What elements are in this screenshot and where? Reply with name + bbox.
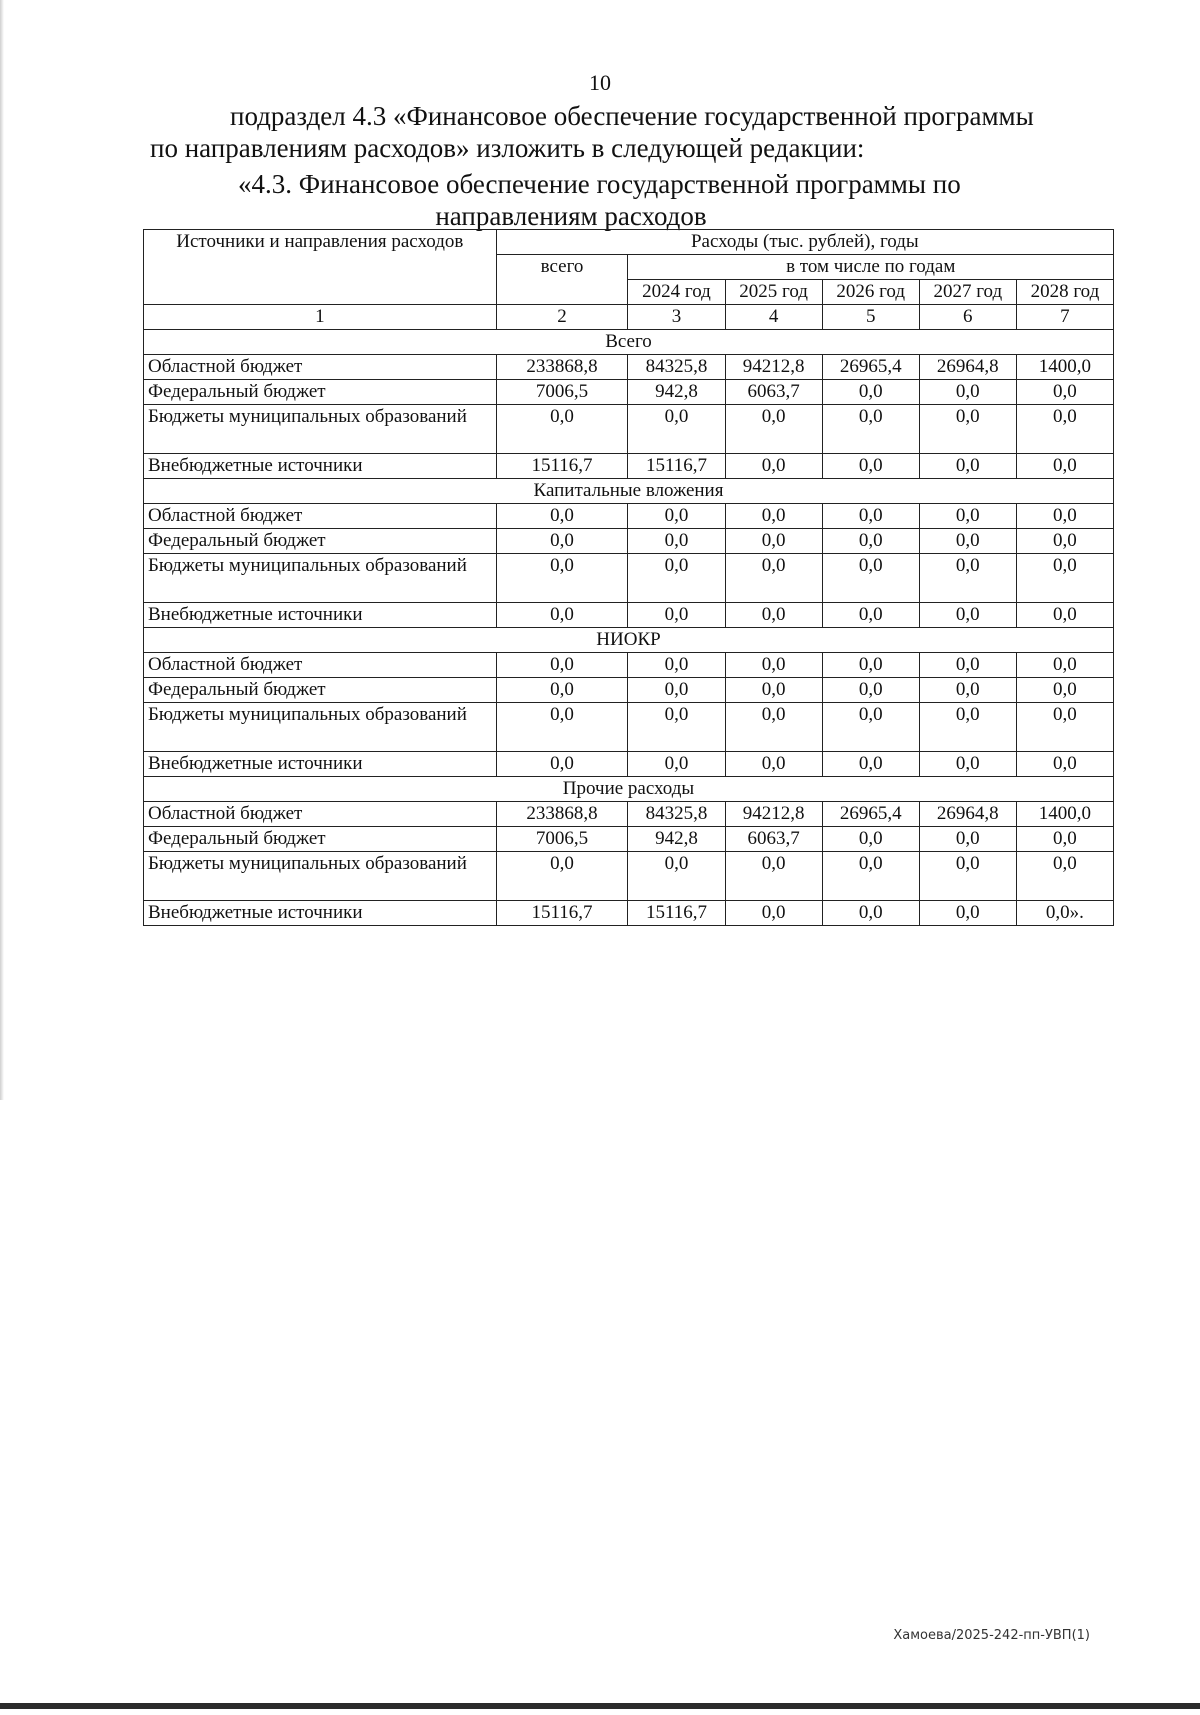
section-title: Капитальные вложения [144,479,1114,504]
row-value: 0,0 [628,529,725,554]
financing-table [143,229,1114,926]
row-value: 0,0 [1016,703,1113,752]
row-value: 0,0 [628,603,725,628]
row-value: 0,0 [919,554,1016,603]
row-value: 26965,4 [822,802,919,827]
row-label: Областной бюджет [144,355,497,380]
row-value: 0,0 [496,752,628,777]
row-value: 0,0 [1016,454,1113,479]
row-value: 0,0 [725,653,822,678]
table-row [144,752,1114,777]
row-value: 0,0 [628,405,725,454]
row-value: 0,0 [628,678,725,703]
column-number: 2 [496,305,628,330]
section-row [144,777,1114,802]
row-value: 0,0 [822,901,919,926]
row-value: 0,0 [1016,678,1113,703]
row-value: 0,0 [725,901,822,926]
row-value: 0,0 [822,554,919,603]
row-label: Бюджеты муниципальных образований [144,405,497,454]
header-year: 2024 год [628,280,725,305]
row-value: 0,0 [822,852,919,901]
page-number: 10 [589,70,611,95]
row-value: 0,0 [822,703,919,752]
row-value: 0,0 [919,653,1016,678]
row-value: 0,0 [725,603,822,628]
row-value: 7006,5 [496,827,628,852]
row-value: 0,0 [919,703,1016,752]
row-value: 0,0 [822,827,919,852]
scan-edge-shadow [0,0,4,1100]
section-row [144,479,1114,504]
row-value: 0,0 [628,752,725,777]
row-value: 0,0 [822,529,919,554]
section-title: Всего [144,330,1114,355]
row-value: 0,0». [1016,901,1113,926]
row-value: 84325,8 [628,802,725,827]
table-row [144,901,1114,926]
row-value: 0,0 [1016,827,1113,852]
row-label: Областной бюджет [144,504,497,529]
row-value: 0,0 [725,504,822,529]
row-value: 7006,5 [496,380,628,405]
row-value: 942,8 [628,827,725,852]
header-year: 2026 год [822,280,919,305]
row-label: Федеральный бюджет [144,529,497,554]
row-value: 0,0 [1016,852,1113,901]
table-row [144,852,1114,901]
row-value: 0,0 [496,554,628,603]
row-value: 0,0 [1016,529,1113,554]
row-value: 6063,7 [725,380,822,405]
row-label: Областной бюджет [144,802,497,827]
row-value: 0,0 [1016,653,1113,678]
column-number: 4 [725,305,822,330]
row-label: Областной бюджет [144,653,497,678]
column-numbers-row [144,305,1114,330]
row-value: 0,0 [822,380,919,405]
row-value: 0,0 [919,380,1016,405]
row-value: 94212,8 [725,802,822,827]
table-row [144,802,1114,827]
row-value: 0,0 [919,504,1016,529]
table-row [144,703,1114,752]
row-value: 0,0 [919,529,1016,554]
header-sources: Источники и направления расходов [144,230,497,305]
row-value: 0,0 [725,852,822,901]
row-label: Бюджеты муниципальных образований [144,703,497,752]
column-number: 7 [1016,305,1113,330]
row-value: 0,0 [496,603,628,628]
row-value: 0,0 [725,703,822,752]
row-value: 26964,8 [919,355,1016,380]
row-value: 0,0 [496,852,628,901]
table-row [144,405,1114,454]
header-year: 2027 год [919,280,1016,305]
row-value: 0,0 [496,405,628,454]
row-value: 0,0 [1016,554,1113,603]
row-value: 0,0 [1016,752,1113,777]
scan-bottom-edge [0,1703,1200,1709]
row-value: 0,0 [919,454,1016,479]
row-value: 26964,8 [919,802,1016,827]
row-value: 0,0 [1016,603,1113,628]
row-value: 0,0 [725,678,822,703]
row-value: 0,0 [822,603,919,628]
row-value: 1400,0 [1016,355,1113,380]
row-value: 0,0 [1016,504,1113,529]
header-by-years: в том числе по годам [628,255,1114,280]
section-heading [150,168,1110,232]
row-value: 0,0 [822,454,919,479]
section-row [144,628,1114,653]
column-number: 3 [628,305,725,330]
header-year: 2028 год [1016,280,1113,305]
row-value: 0,0 [919,603,1016,628]
table-body [144,305,1114,926]
row-value: 0,0 [919,752,1016,777]
intro-line-1: подраздел 4.3 «Финансовое обеспечение государственной программы [230,101,1034,131]
row-label: Бюджеты муниципальных образований [144,554,497,603]
row-value: 0,0 [822,653,919,678]
section-title: НИОКР [144,628,1114,653]
row-value: 26965,4 [822,355,919,380]
row-value: 0,0 [725,454,822,479]
document-footer-code: Хамоева/2025-242-пп-УВП(1) [893,1628,1090,1643]
row-value: 0,0 [822,678,919,703]
table-row [144,554,1114,603]
row-value: 0,0 [919,678,1016,703]
row-value: 0,0 [628,852,725,901]
column-number: 6 [919,305,1016,330]
row-value: 0,0 [496,504,628,529]
row-value: 0,0 [822,752,919,777]
heading-line-2: направлениям расходов [435,201,707,231]
intro-line-2: по направлениям расходов» изложить в следующей редакции: [150,133,865,163]
row-label: Бюджеты муниципальных образований [144,852,497,901]
row-value: 6063,7 [725,827,822,852]
row-value: 0,0 [919,405,1016,454]
header-expenses: Расходы (тыс. рублей), годы [496,230,1113,255]
table-row [144,355,1114,380]
table-row [144,529,1114,554]
row-value: 0,0 [919,901,1016,926]
row-value: 15116,7 [496,454,628,479]
row-label: Федеральный бюджет [144,678,497,703]
row-value: 233868,8 [496,802,628,827]
table-row [144,504,1114,529]
table-row [144,678,1114,703]
table-row [144,653,1114,678]
row-value: 0,0 [628,554,725,603]
intro-paragraph [150,100,1110,164]
row-value: 0,0 [725,405,822,454]
row-value: 94212,8 [725,355,822,380]
table-row [144,827,1114,852]
header-year: 2025 год [725,280,822,305]
row-label: Внебюджетные источники [144,752,497,777]
row-value: 0,0 [725,529,822,554]
row-value: 0,0 [496,529,628,554]
row-value: 0,0 [496,678,628,703]
header-total: всего [496,255,628,305]
row-value: 1400,0 [1016,802,1113,827]
row-value: 0,0 [919,852,1016,901]
column-number: 5 [822,305,919,330]
row-value: 0,0 [496,703,628,752]
row-value: 0,0 [628,703,725,752]
section-row [144,330,1114,355]
row-value: 0,0 [628,504,725,529]
row-label: Федеральный бюджет [144,827,497,852]
row-value: 942,8 [628,380,725,405]
row-label: Федеральный бюджет [144,380,497,405]
row-value: 15116,7 [628,454,725,479]
column-number: 1 [144,305,497,330]
row-value: 84325,8 [628,355,725,380]
row-value: 0,0 [919,827,1016,852]
row-value: 15116,7 [496,901,628,926]
row-value: 233868,8 [496,355,628,380]
row-label: Внебюджетные источники [144,603,497,628]
row-value: 0,0 [1016,380,1113,405]
row-value: 0,0 [496,653,628,678]
row-value: 0,0 [822,504,919,529]
row-label: Внебюджетные источники [144,454,497,479]
row-value: 15116,7 [628,901,725,926]
row-value: 0,0 [1016,405,1113,454]
section-title: Прочие расходы [144,777,1114,802]
row-label: Внебюджетные источники [144,901,497,926]
table-row [144,454,1114,479]
row-value: 0,0 [725,752,822,777]
row-value: 0,0 [822,405,919,454]
row-value: 0,0 [628,653,725,678]
table-row [144,380,1114,405]
row-value: 0,0 [725,554,822,603]
table-row [144,603,1114,628]
heading-line-1: «4.3. Финансовое обеспечение государственной программы по [238,169,961,199]
